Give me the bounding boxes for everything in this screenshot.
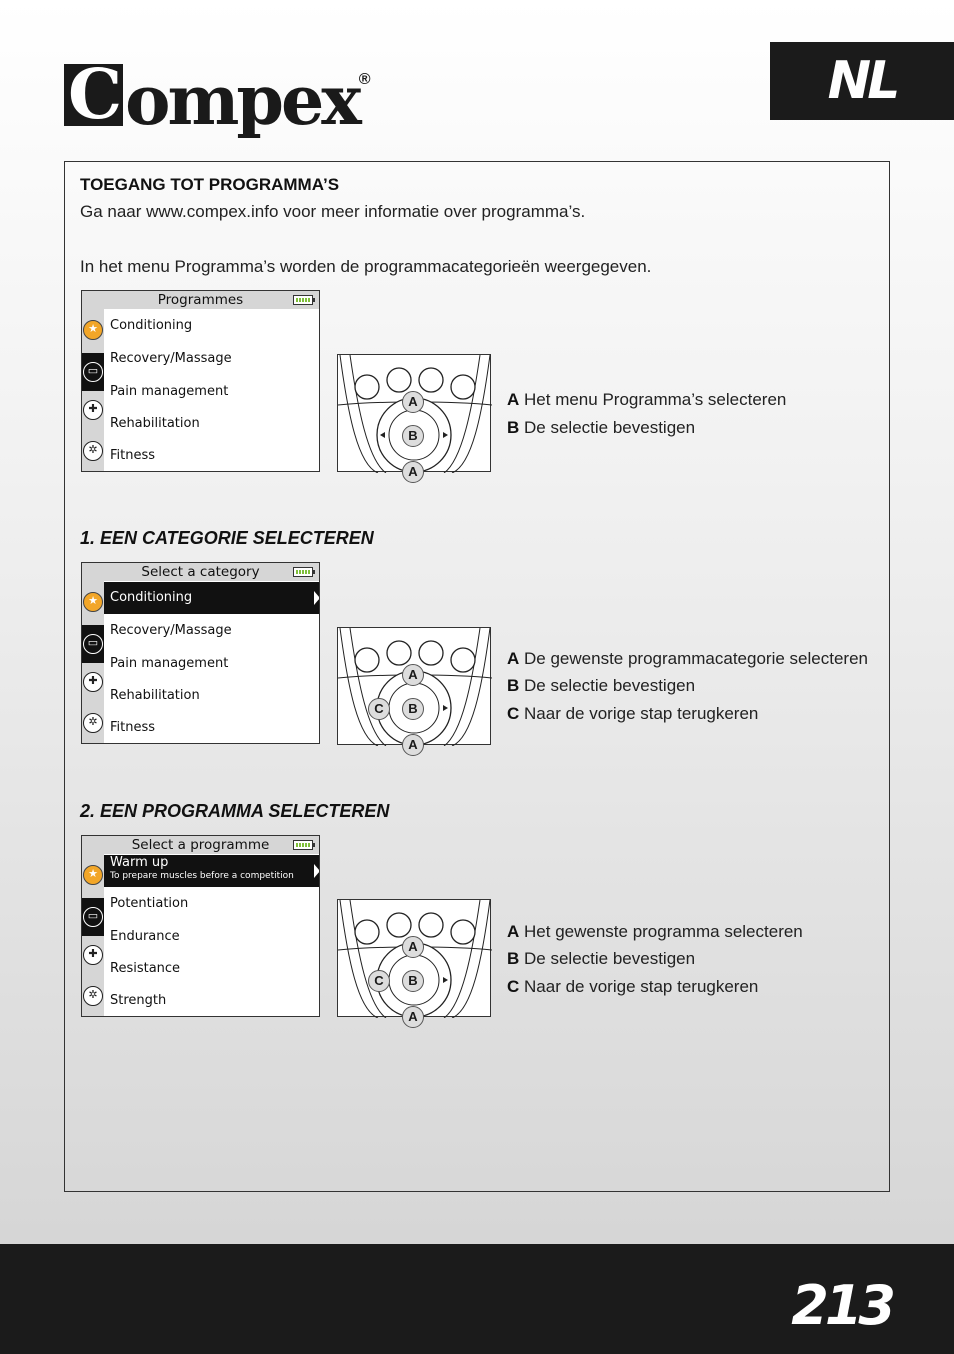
gear-icon: ✲ [83, 441, 103, 461]
instruction [507, 704, 758, 724]
instruction-text: De selectie bevestigen [524, 418, 696, 437]
list-item-label: Potentiation [110, 896, 189, 911]
instruction-key: B [507, 418, 520, 437]
instruction [507, 977, 758, 997]
instruction [507, 649, 868, 669]
list-item-label: Recovery/Massage [110, 351, 232, 366]
control-label: A [408, 939, 418, 954]
list-item[interactable] [104, 384, 320, 399]
control-a-down[interactable] [402, 461, 424, 483]
folder-icon: ▭ [83, 907, 103, 927]
list-item[interactable] [104, 623, 320, 638]
screen-select-category [81, 562, 320, 744]
battery-icon [293, 295, 313, 305]
list-item-label: Fitness [110, 720, 156, 735]
control-b[interactable] [402, 970, 424, 992]
intro-line-2: In het menu Programma’s worden de programmacategorieën weergegeven. [80, 257, 652, 276]
control-label: B [408, 701, 418, 716]
screen-title: Programmes [82, 291, 319, 309]
list-item-label: Pain management [110, 384, 229, 399]
instruction [507, 418, 695, 438]
list-item-label: Rehabilitation [110, 688, 200, 703]
list-item[interactable] [104, 961, 320, 976]
screen-title: Select a programme [82, 836, 319, 854]
list-item[interactable] [104, 351, 320, 366]
instruction-key: C [507, 704, 520, 723]
logo-initial: C [64, 64, 123, 126]
icon-bar [82, 854, 104, 1017]
instruction-key: C [507, 977, 520, 996]
control-a-down[interactable] [402, 1006, 424, 1028]
list-item-label: Rehabilitation [110, 416, 200, 431]
screen-title: Select a category [82, 563, 319, 581]
icon-bar [82, 581, 104, 744]
list-item-label: Warm up [110, 855, 169, 870]
instruction-text: De selectie bevestigen [524, 949, 696, 968]
instruction-text: Het menu Programma’s selecteren [524, 390, 787, 409]
device-diagram [338, 900, 492, 1018]
list-item-label: Pain management [110, 656, 229, 671]
list-item-label: Endurance [110, 929, 180, 944]
logo-text: ompex [125, 61, 359, 141]
instruction-key: B [507, 676, 520, 695]
instruction-text: Naar de vorige stap terugkeren [524, 704, 759, 723]
control-a-up[interactable] [402, 391, 424, 413]
list-item-selected[interactable] [104, 855, 320, 887]
chevron-right-icon [314, 864, 320, 878]
battery-icon [293, 840, 313, 850]
control-a-down[interactable] [402, 734, 424, 756]
control-label: A [408, 737, 418, 752]
instruction-text: Naar de vorige stap terugkeren [524, 977, 759, 996]
list-item[interactable] [104, 929, 320, 944]
gear-icon: ✲ [83, 713, 103, 733]
category-tab-selected [82, 353, 104, 391]
instruction-text: Het gewenste programma selecteren [524, 922, 803, 941]
device-diagram [338, 628, 492, 746]
device-controls-3 [337, 899, 491, 1024]
list-item[interactable] [104, 448, 320, 463]
star-icon: ★ [83, 320, 103, 340]
list-item[interactable] [104, 720, 320, 735]
list-item[interactable] [104, 896, 320, 911]
list-item[interactable] [104, 656, 320, 671]
footer-bar [0, 1244, 954, 1354]
device-diagram [338, 355, 492, 473]
page-number: 213 [791, 1274, 892, 1337]
control-label: A [408, 1009, 418, 1024]
list-item-label: Resistance [110, 961, 181, 976]
language-label: NL [827, 51, 897, 111]
list-item-selected[interactable] [104, 582, 320, 614]
control-label: A [408, 394, 418, 409]
list-item[interactable] [104, 318, 320, 333]
list-item-label: Strength [110, 993, 167, 1008]
control-a-up[interactable] [402, 936, 424, 958]
gear-icon: ✲ [83, 986, 103, 1006]
screen-select-programme [81, 835, 320, 1017]
instruction-key: A [507, 390, 520, 409]
medical-icon: ✚ [83, 945, 103, 965]
section-heading-2: 2. EEN PROGRAMMA SELECTEREN [80, 801, 390, 821]
icon-bar [82, 309, 104, 472]
control-b[interactable] [402, 425, 424, 447]
list-item-subtitle: To prepare muscles before a competition [110, 871, 294, 881]
control-label: B [408, 428, 418, 443]
control-label: B [408, 973, 418, 988]
control-a-up[interactable] [402, 664, 424, 686]
control-label: A [408, 464, 418, 479]
instruction [507, 676, 695, 696]
folder-icon: ▭ [83, 634, 103, 654]
list-item-label: Recovery/Massage [110, 623, 232, 638]
list-item-label: Fitness [110, 448, 156, 463]
medical-icon: ✚ [83, 672, 103, 692]
folder-icon: ▭ [83, 362, 103, 382]
list-item[interactable] [104, 416, 320, 431]
device-controls-1 [337, 354, 491, 479]
section-heading-1: 1. EEN CATEGORIE SELECTEREN [80, 528, 374, 548]
list-item[interactable] [104, 993, 320, 1008]
instruction-key: B [507, 949, 520, 968]
instruction-text: De selectie bevestigen [524, 676, 696, 695]
screen-programmes [81, 290, 320, 472]
control-label: C [374, 973, 384, 988]
medical-icon: ✚ [83, 400, 103, 420]
instruction [507, 922, 803, 942]
registered-mark: ® [358, 71, 371, 88]
instruction-key: A [507, 649, 520, 668]
intro-line-1: Ga naar www.compex.info voor meer informatie over programma’s. [80, 202, 586, 221]
instruction [507, 390, 786, 410]
chevron-right-icon [314, 591, 320, 605]
star-icon: ★ [83, 865, 103, 885]
list-item-label: Conditioning [110, 318, 193, 333]
control-b[interactable] [402, 698, 424, 720]
instruction [507, 949, 695, 969]
control-label: A [408, 667, 418, 682]
instruction-text: De gewenste programmacategorie selecteren [524, 649, 868, 668]
instruction-key: A [507, 922, 520, 941]
control-label: C [374, 701, 384, 716]
battery-icon [293, 567, 313, 577]
list-item-label: Conditioning [110, 590, 193, 605]
list-item[interactable] [104, 688, 320, 703]
compex-logo [64, 40, 371, 141]
category-tab-selected [82, 898, 104, 936]
device-controls-2 [337, 627, 491, 752]
language-tab [770, 42, 954, 120]
intro-heading: TOEGANG TOT PROGRAMMA’S [80, 175, 340, 194]
star-icon: ★ [83, 592, 103, 612]
control-c[interactable] [368, 698, 390, 720]
control-c[interactable] [368, 970, 390, 992]
category-tab-selected [82, 625, 104, 663]
